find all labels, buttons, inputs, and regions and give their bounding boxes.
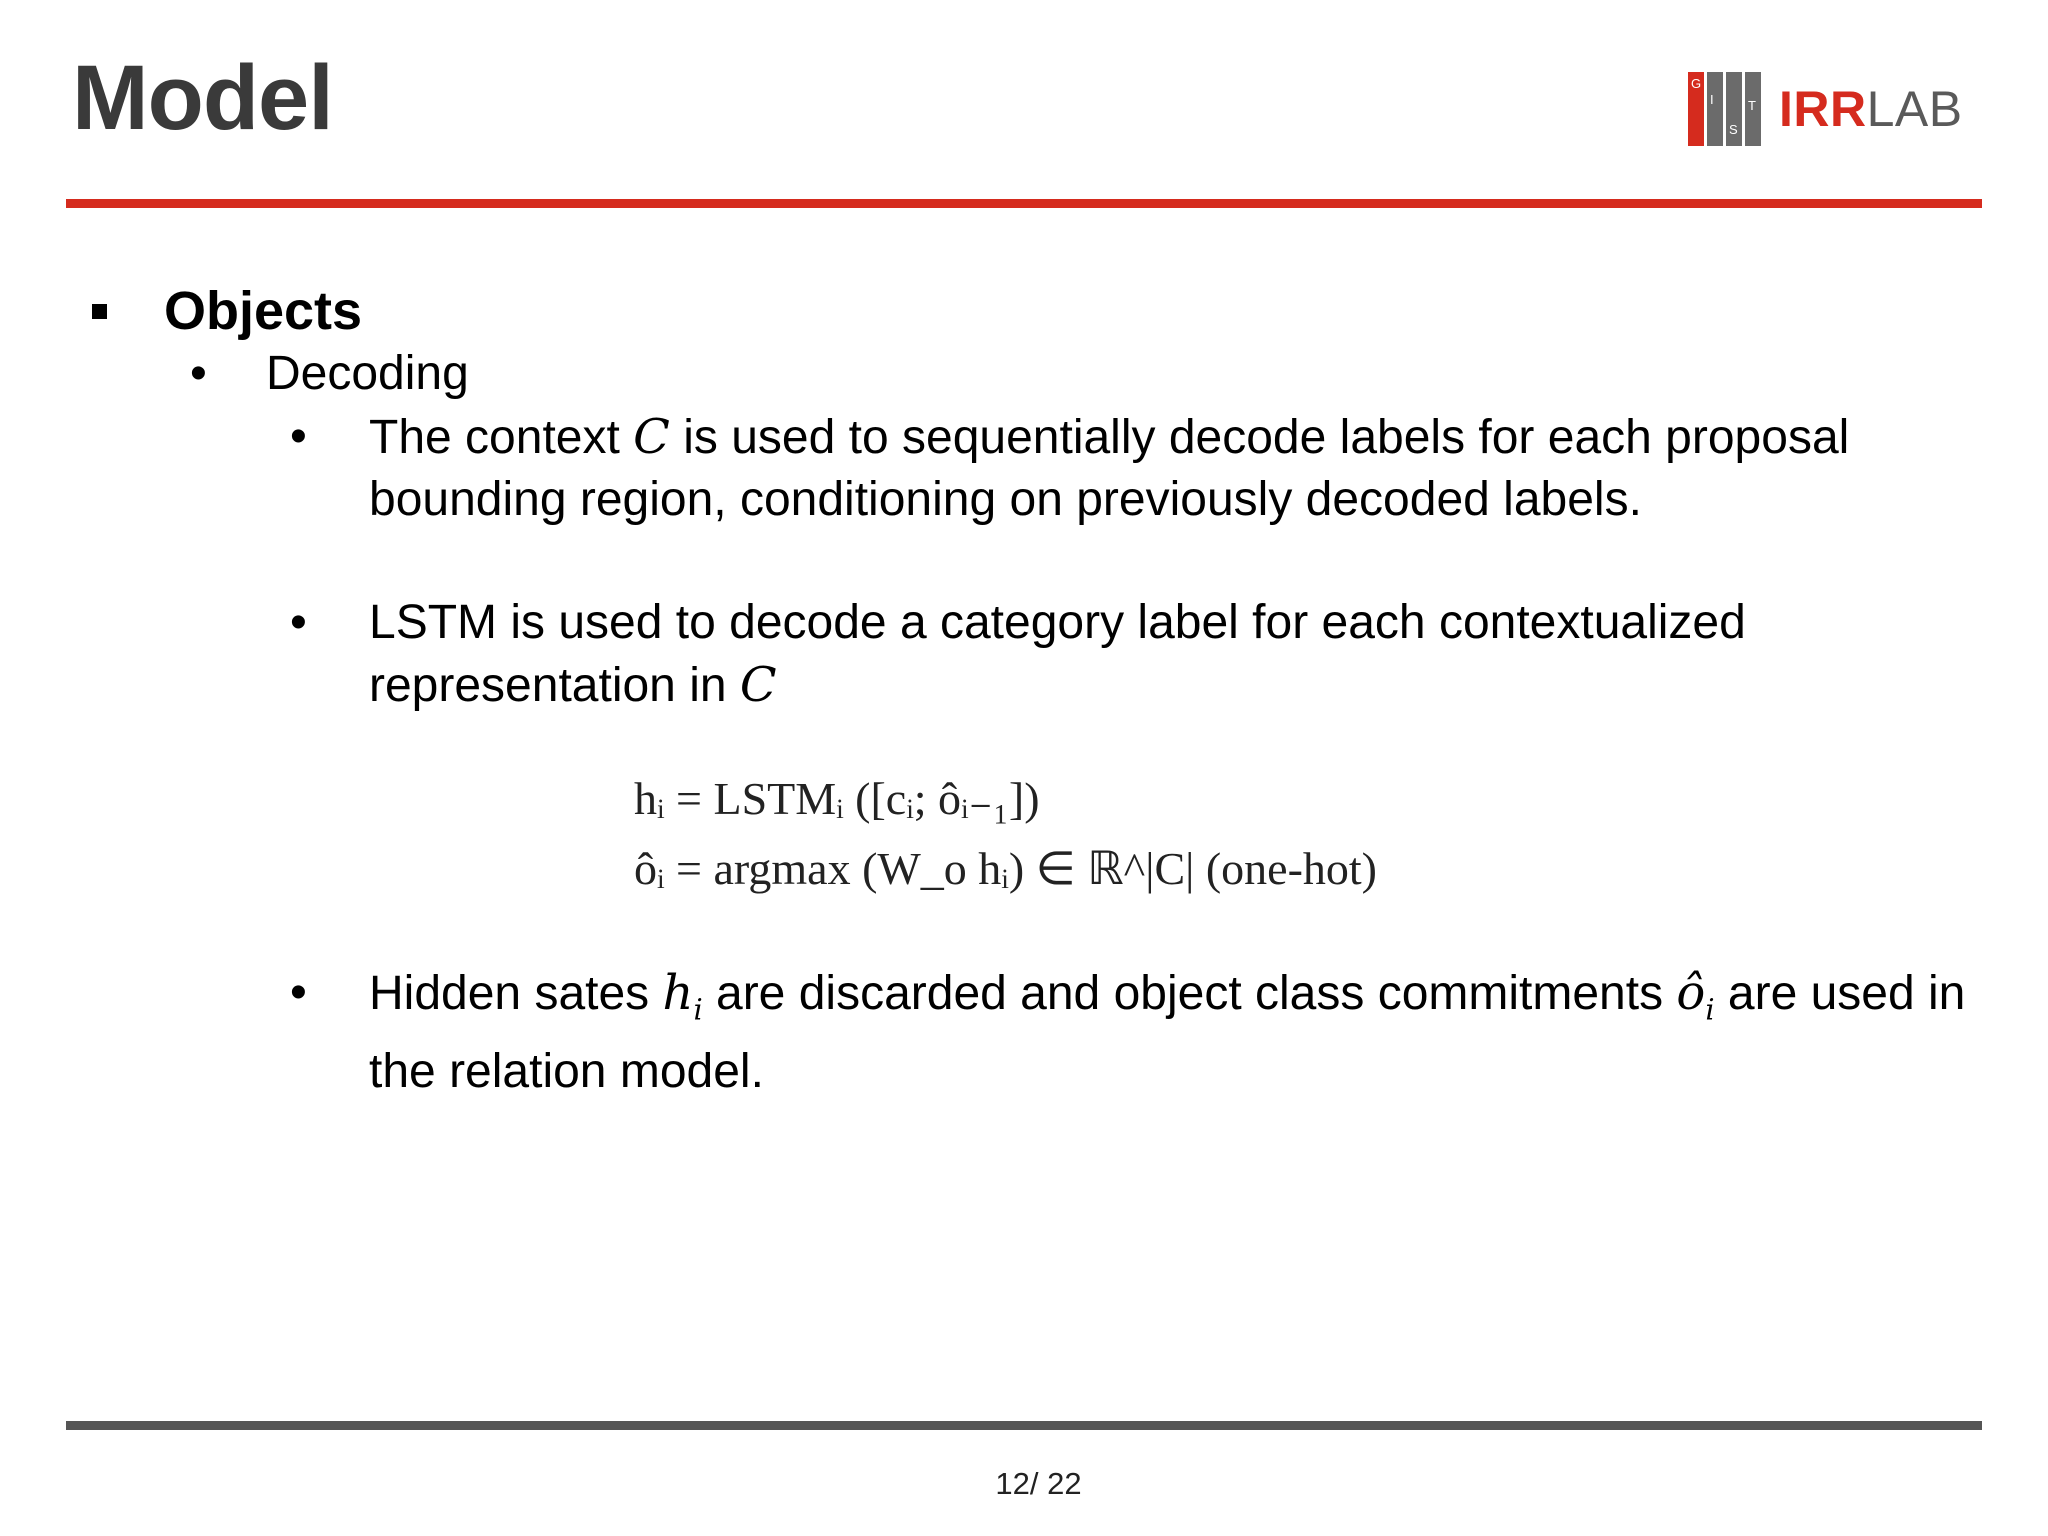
lstm-formula (634, 764, 1424, 904)
bullet-icon: • (290, 596, 307, 649)
formula-line-2: ôᵢ = argmax (W_o hᵢ) ∈ ℝ^|C| (one-hot) (634, 843, 1377, 894)
bullet-heading (92, 280, 362, 342)
bullet-icon: • (290, 966, 307, 1019)
heading-text: Objects (164, 281, 363, 341)
formula-line-1: hᵢ = LSTMᵢ ([cᵢ; ôᵢ₋₁]) (634, 773, 1040, 824)
gist-logo-icon: G I S T (1688, 72, 1761, 146)
square-bullet-icon (92, 304, 107, 319)
footer-divider (66, 1421, 1982, 1430)
logo-text-irr: IRR (1779, 81, 1867, 137)
bullet-item-1: • The context C is used to sequentially decode labels for each proposal bounding region, conditioning on previously decoded labels. (290, 406, 2010, 531)
slide-title: Model (72, 47, 333, 149)
title-divider (66, 199, 1982, 208)
bullet-icon: • (290, 410, 307, 463)
bullet-icon: • (190, 347, 207, 400)
subheading-text: Decoding (266, 347, 469, 400)
bullet-subheading (190, 346, 469, 401)
bullet-item-2: • LSTM is used to decode a category label for each contextualized representation in C (290, 592, 2010, 717)
page-number: 12/ 22 (995, 1466, 1082, 1501)
bullet-item-3: • Hidden sates $h_i$ are discarded and object class commitments $ô_i$ are used in the relation model. (290, 962, 2010, 1103)
logo-text-lab: LAB (1866, 81, 1963, 137)
irrlab-logo (1688, 72, 1963, 146)
